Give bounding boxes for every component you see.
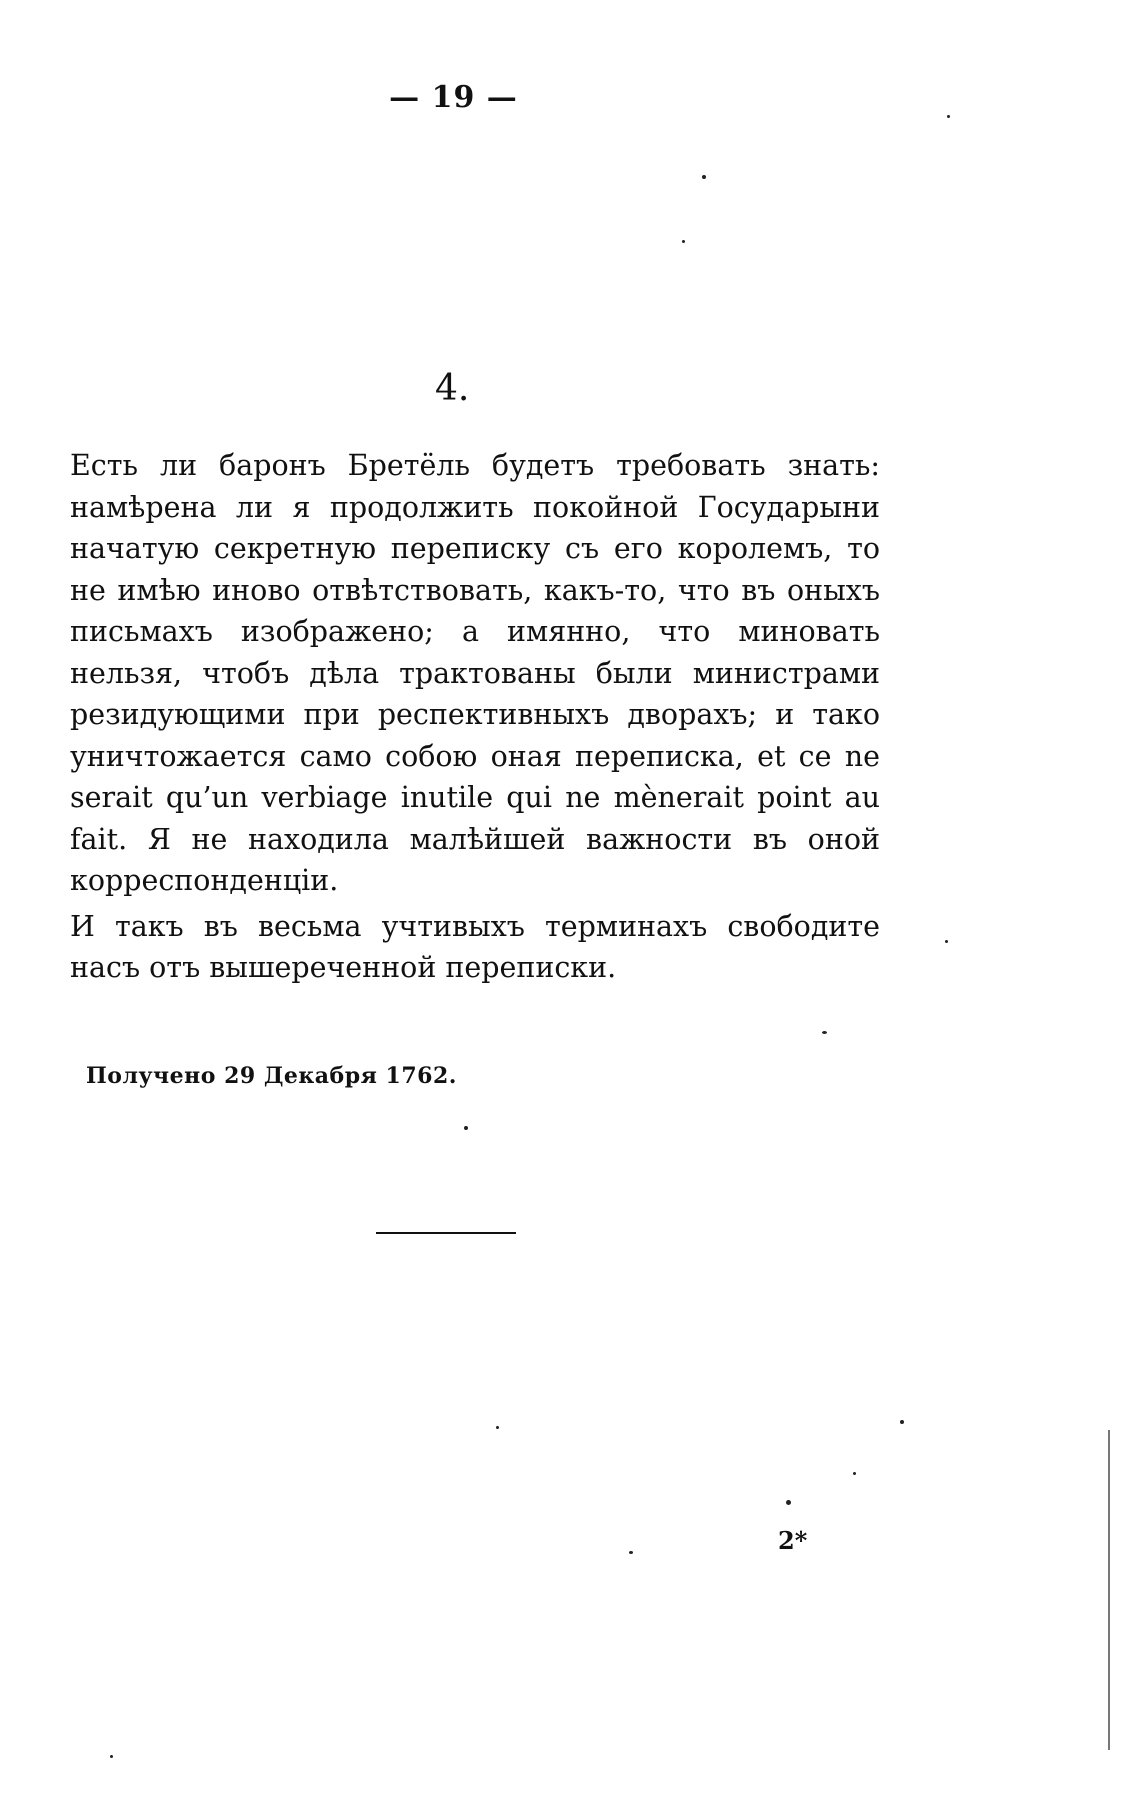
printer-signature-mark: 2*	[778, 1526, 808, 1555]
scan-speck	[464, 1126, 468, 1130]
scan-gutter-line	[1108, 1430, 1110, 1750]
scan-speck	[702, 175, 706, 179]
scan-speck	[110, 1755, 113, 1758]
body-paragraph: Есть ли баронъ Бретёль будетъ требовать знать: намѣрена ли я продолжить покойной Государыни начатую секретную переписку съ его королемъ, то не имѣю иново отвѣтствовать, какъ-то, что въ оныхъ письмахъ изображено; а имянно, что миновать нельзя, чтобъ дѣла трактованы были министрами резидующими при респективныхъ дворахъ; и тако уничтожается само собою оная переписка, et ce ne serait qu’un verbiage inutile qui ne mènerait point au fait. Я не находила малѣйшей важности въ оной корреспонденціи.	[70, 449, 880, 897]
letter-body	[70, 445, 880, 989]
scan-speck	[496, 1426, 499, 1429]
scan-speck	[945, 940, 948, 943]
scan-speck	[853, 1472, 856, 1475]
scan-speck	[947, 115, 950, 118]
scan-speck	[682, 240, 685, 243]
page-number: — 19 —	[389, 80, 518, 115]
scan-speck	[786, 1500, 791, 1505]
scan-speck	[822, 1031, 827, 1034]
body-paragraph: И такъ въ весьма учтивыхъ терминахъ свободите насъ отъ вышереченной переписки.	[70, 909, 880, 984]
scan-speck	[900, 1420, 904, 1424]
scan-speck	[629, 1551, 633, 1554]
received-date-note: Получено 29 Декабря 1762.	[86, 1063, 457, 1089]
closing-rule	[376, 1232, 516, 1234]
section-number: 4.	[435, 368, 470, 409]
